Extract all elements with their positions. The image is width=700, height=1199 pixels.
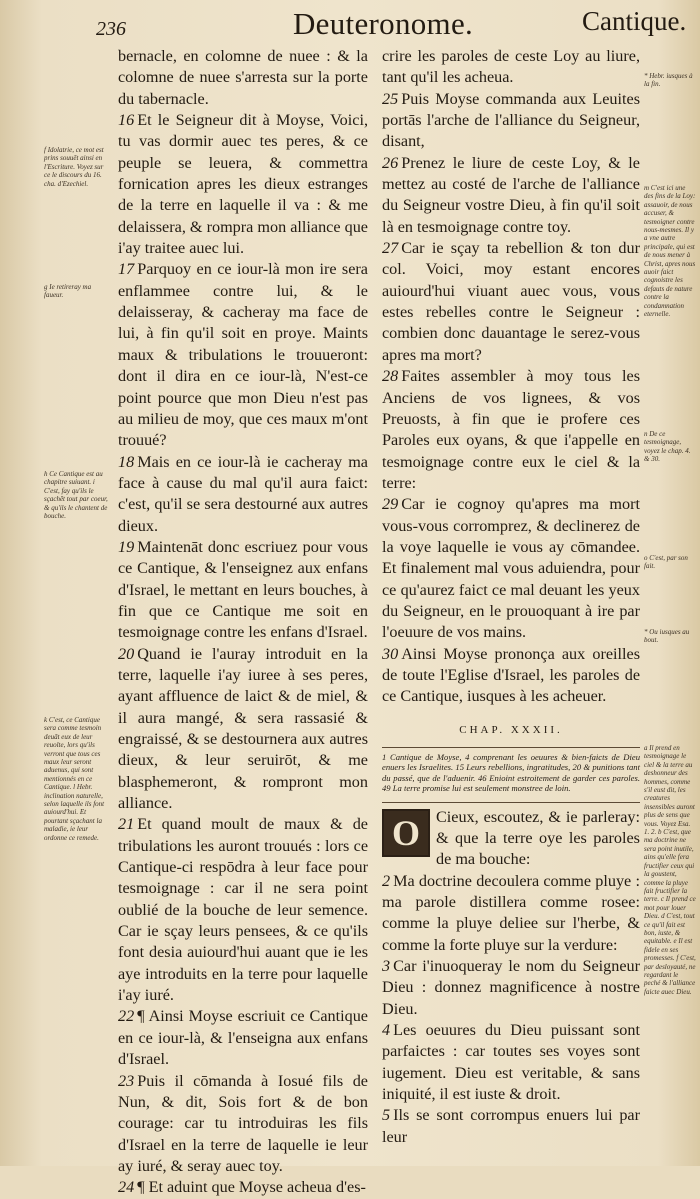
decorated-initial: O: [382, 809, 430, 857]
margin-note-h-i: h Ce Cantique est au chapitre suiuant. i C'est, fay qu'ils le sçachēt tout par coeur, & qu'ils le chantent de bouche.: [44, 470, 108, 521]
margin-note-k-l: k C'est, ce Cantique sera comme tesmoin deuāt eux de leur reuolte, lors qu'ils verront que tous ces maux leur seront aduenus, qui sont mentionnés en ce Cantique. l Hebr. inclination naturelle, selon laquelle ils font auiourd'hui. Et pourtant sçachant la maladie, ie leur ordonne ce remede.: [44, 716, 105, 842]
verse-continuation: crire les paroles de ceste Loy au liure, tant qu'il les acheua.: [382, 47, 640, 87]
verse-23: 23 Puis il cōmanda à Iosué fils de Nun, & dit, Sois fort & de bon courage: car tu introduiras les fils d'Israel en la terre de laquelle ie leur ay iuré, & seray auec toy.: [118, 1071, 368, 1175]
verse-17: 17 Parquoy en ce iour-là mon ire sera enflammee contre lui, & le delaisseray, & cacheray ma face de lui, à fin qu'il soit en proye. Maints maux & tribulations le trouueront: dont il dira en ce iour-là, N'est-ce point pource que mon Dieu n'est pas au milieu de moy, que ces maux m'ont trouué?: [118, 260, 368, 450]
margin-note-star-1: * Hebr. iusques à la fin.: [644, 72, 693, 89]
verse-16: 16 Et le Seigneur dit à Moyse, Voici, tu vas dormir auec tes peres, & ce peuple se leuera, & commettra fornication apres les dieux estranges de la terre en laquelle il va : & me delaissera, & rompra mon alliance que i'ay traitee auec lui.: [118, 111, 368, 258]
running-head-section: Cantique.: [582, 6, 687, 36]
verse-26: 26 Prenez le liure de ceste Loy, & le mettez au costé de l'arche de l'alliance du Seigneur vostre Dieu, à fin qu'il soit là en tesmoignage contre toy.: [382, 153, 640, 236]
verse-21: 21 Et quand moult de maux & de tribulations les auront trouués : lors ce Cantique-ci respōdra à leur face pour tesmoignage : car il ne sera point oublié de la bouche de leur semence. Car ie sçay leurs pensees, & ce qu'ils font desia auiourd'hui auant que ie les aye introduits en la terre pour laquelle i'ay iuré.: [118, 815, 368, 1005]
divider: [382, 802, 640, 803]
verse-29: 29 Car ie cognoy qu'apres ma mort vous-vous corromprez, & declinerez de la voye laquelle ie vous ay cōmandee. Et finalement mal vous aduiendra, pour ce qu'aurez faict ce mal deuant les yeux du Seigneur, en le prouoquant à ire par l'oeuure de vos mains.: [382, 495, 640, 642]
verse-4: 4 Les oeuures du Dieu puissant sont parfaictes : car toutes ses voyes sont iugement. Dieu est veritable, & sans iniquité, il est iuste & droit.: [382, 1021, 640, 1104]
margin-note-m: m C'est ici une des fins de la Loy: assauoir, de nous accuser, & tesmoigner contre nous-mesmes. Il y a vne autre principale, qui est de nous mener à Christ, apres nous auoir faict cognoistre les defauts de nature contre la condamnation eternelle.: [644, 184, 696, 319]
text-column-left: [118, 46, 368, 1199]
verse-27: 27 Car ie sçay ta rebellion & ton dur col. Voici, moy estant encores auiourd'hui viuant auec vous, vous estes rebelles contre le Seigneur : combien donc dauantage le serez-vous apres ma mort?: [382, 239, 640, 364]
margin-notes-chapter-32: a Il prend en tesmoignage le ciel & la terre au deshonneur des hommes, comme s'il eust dit, les creatures insensibles auront plus de sens que vous. Voyez Esa. 1. 2. b C'est, que ma doctrine ne sera point inutile, ains qu'elle fera fructifier ceux qui la goustent, comme la pluye fait fructifier la terre. c Il prend ce mot pour louer Dieu. d C'est, tout ce qu'il fait est bon, iuste, & equitable. e Il est fidele en ses promesses. f C'est, par desloyauté, ne regardant le peché & l'alliance faicte auec Dieu.: [644, 744, 696, 996]
margin-note-g: g Ie retireray ma faueur.: [44, 283, 92, 300]
running-head-book: Deuteronome.: [293, 6, 474, 41]
verse-22: 22 ¶ Ainsi Moyse escriuit ce Cantique en ce iour-là, & l'enseigna aux enfans d'Israel.: [118, 1007, 368, 1069]
verse-3: 3 Car i'inuoqueray le nom du Seigneur Dieu : donnez magnificence à nostre Dieu.: [382, 957, 640, 1018]
verse-28: 28 Faites assembler à moy tous les Anciens de vos lignees, & vos Preuosts, à fin que ie profere ces Paroles eux oyans, & que i'appelle en tesmoignage contre eux le ciel & la terre:: [382, 367, 640, 492]
verse-1: O Cieux, escoutez, & ie parleray: & que la terre oye les paroles de ma bouche:: [382, 807, 640, 871]
verse-5: 5 Ils se sont corrompus enuers lui par leur: [382, 1106, 640, 1146]
verse-18: 18 Mais en ce iour-là ie cacheray ma face à cause du mal qu'il aura faict: c'est, qu'il se sera destourné aux autres dieux.: [118, 452, 368, 535]
page-number: 236: [96, 18, 126, 40]
verse-24: 24 ¶ Et aduint que Moyse acheua d'es-: [118, 1178, 366, 1197]
verse-25: 25 Puis Moyse commanda aux Leuites portās l'arche de l'alliance du Seigneur, disant,: [382, 89, 640, 151]
text-column-right: [382, 46, 640, 1148]
verse-2: 2 Ma doctrine decoulera comme pluye : ma parole distillera comme rosee: comme la pluye deliee sur l'herbe, & comme la forte pluye sur la verdure:: [382, 871, 640, 954]
margin-note-star-2: * Ou iusques au bout.: [644, 628, 690, 645]
chapter-summary: 1 Cantique de Moyse, 4 comprenant les oeuures & bien-faicts de Dieu enuers les Israelites. 15 Leurs rebellions, ingratitudes, 20 & punitions tant du passé, que de l'aduenir. 46 Enioint estroitement de garder ces paroles. 49 La terre promise lui est seulement monstree de loin.: [382, 752, 640, 794]
verse-30: 30 Ainsi Moyse prononça aux oreilles de toute l'Eglise d'Israel, les paroles de ce Cantique, iusques à les acheuer.: [382, 644, 640, 706]
margin-note-f: f Idolatrie, ce mot est prins souuēt ainsi en l'Escriture. Voyez sur ce le discours du 16. cha. d'Ezechiel.: [44, 146, 104, 188]
margin-note-n: n De ce tesmoignage, voyez le chap. 4. & 30.: [644, 430, 691, 464]
chapter-heading: CHAP. XXXII.: [459, 723, 563, 736]
verse-20: 20 Quand ie l'auray introduit en la terre, laquelle i'ay iuree à ses peres, ayant affluence de laict & de miel, & il aura mangé, & sera rassasié & engraissé, & se destournera aux autres dieux, & leur seruirōt, & me blasphemeront, & rompront mon alliance.: [118, 644, 368, 813]
verse-continuation: bernacle, en colomne de nuee : & la colomne de nuee s'arresta sur la porte du tabernacle.: [118, 47, 368, 108]
margin-note-o: o C'est, par son fait.: [644, 554, 688, 571]
verse-19: 19 Maintenāt donc escriuez pour vous ce Cantique, & l'enseignez aux enfans d'Israel, le mettant en leurs bouches, à fin que ce Cantique me soit en tesmoignage contre les enfans d'Israel.: [118, 537, 368, 642]
divider: [382, 747, 640, 748]
